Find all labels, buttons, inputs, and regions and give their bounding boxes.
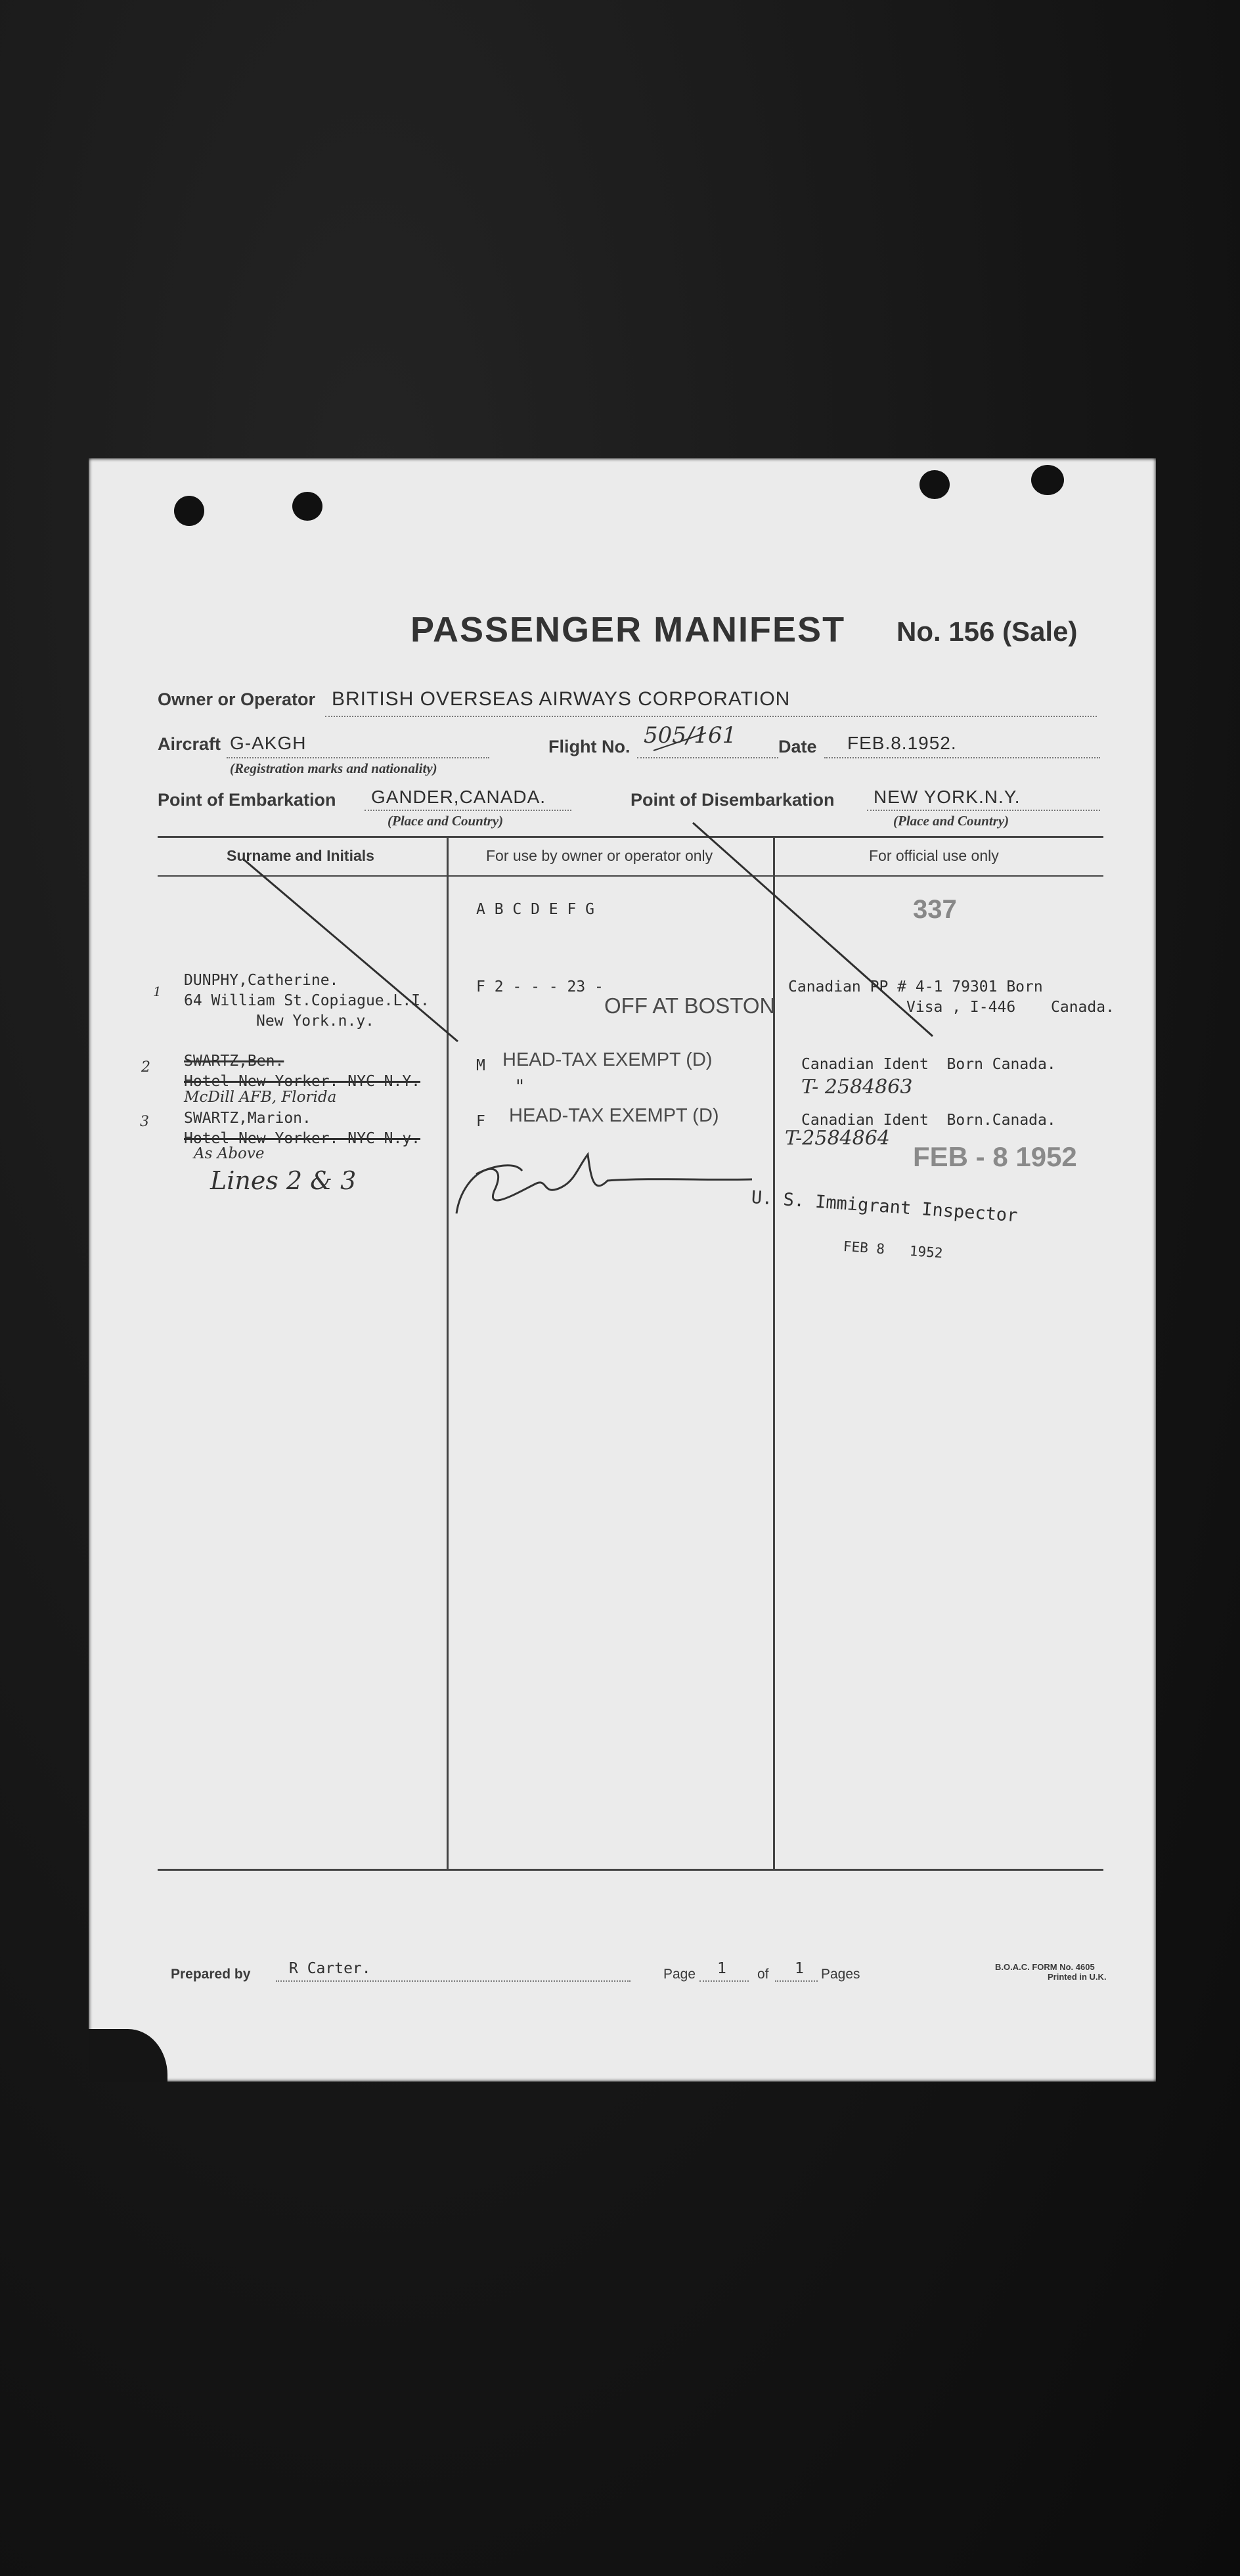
inspector-date-stamp: FEB 8 1952: [843, 1238, 944, 1261]
form-printed-note: Printed in U.K.: [1048, 1972, 1107, 1982]
passenger-codes: F 2 - - - 23 -: [476, 978, 604, 995]
passenger-address-handwritten: As Above: [194, 1145, 265, 1162]
off-at-boston-stamp: OFF AT BOSTON: [604, 993, 776, 1018]
lines-note-handwritten: Lines 2 & 3: [210, 1166, 357, 1195]
inspector-stamp: U. S. Immigrant Inspector: [750, 1187, 1019, 1227]
passenger-address: 64 William St.Copiague.L.I.: [184, 992, 430, 1009]
passenger-name: SWARTZ,Marion.: [184, 1110, 311, 1127]
date-label: Date: [778, 737, 817, 756]
page-value: 1: [717, 1960, 726, 1977]
official-entry: Canadian Ident Born Canada.: [801, 1056, 1056, 1073]
passenger-name: SWARTZ,Ben.: [184, 1053, 284, 1070]
passenger-address: Hotel New Yorker. NYC N.Y.: [184, 1073, 421, 1090]
flight-label: Flight No.: [548, 737, 631, 756]
ditto-mark: ": [516, 1076, 524, 1097]
flight-value: 505/161: [644, 722, 737, 749]
page-underline: [699, 1980, 749, 1982]
passenger-line-number: 1: [153, 984, 162, 999]
handwriting-overlay: [89, 458, 1156, 2082]
official-entry-handwritten: T-2584864: [785, 1127, 890, 1150]
passenger-address: New York.n.y.: [256, 1013, 375, 1030]
page-label: Page: [663, 1967, 696, 1982]
column-header-official-use: For official use only: [869, 847, 999, 864]
passenger-address-handwritten: McDill AFB, Florida: [184, 1089, 337, 1106]
column-header-owner-use: For use by owner or operator only: [486, 847, 713, 864]
passenger-name: DUNPHY,Catherine.: [184, 972, 339, 989]
of-value: 1: [795, 1960, 804, 1977]
aircraft-value: G-AKGH: [230, 733, 307, 753]
prepared-by-value: R Carter.: [289, 1960, 371, 1977]
disembarkation-sublabel: (Place and Country): [893, 813, 1009, 829]
disembarkation-value: NEW YORK.N.Y.: [874, 787, 1021, 807]
embarkation-label: Point of Embarkation: [158, 790, 336, 810]
owner-value: BRITISH OVERSEAS AIRWAYS CORPORATION: [332, 688, 791, 710]
of-underline: [775, 1980, 818, 1982]
date-value: FEB.8.1952.: [847, 733, 957, 753]
prepared-by-label: Prepared by: [171, 1967, 251, 1982]
official-entry-handwritten: T- 2584863: [801, 1076, 913, 1099]
official-number: 337: [913, 895, 957, 924]
official-entry: Visa , I-446: [906, 999, 1016, 1016]
owner-label: Owner or Operator: [158, 689, 316, 709]
manifest-number: No. 156 (Sale): [897, 616, 1078, 647]
diagonal-cancel-line: [243, 859, 458, 1041]
inspector-signature: [476, 1166, 522, 1174]
manifest-title: PASSENGER MANIFEST: [410, 610, 846, 649]
date-stamp: FEB - 8 1952: [913, 1141, 1077, 1172]
manifest-sheet: [89, 458, 1156, 2082]
flight-strike: [653, 733, 706, 751]
passenger-line-number: 3: [140, 1114, 149, 1130]
column-header-surname: Surname and Initials: [227, 847, 374, 864]
inspector-signature: [456, 1154, 752, 1213]
of-label: of: [757, 1967, 769, 1982]
passenger-address: Hotel New Yorker. NYC N.y.: [184, 1130, 421, 1147]
head-tax-stamp: HEAD-TAX EXEMPT (D): [502, 1049, 713, 1070]
embarkation-sublabel: (Place and Country): [388, 813, 504, 829]
pages-label: Pages: [821, 1967, 860, 1982]
official-entry: Canada.: [1051, 999, 1115, 1016]
form-reference: B.O.A.C. FORM No. 4605: [995, 1962, 1095, 1972]
diagonal-cancel-line: [693, 823, 933, 1036]
passenger-codes: F: [476, 1113, 485, 1130]
official-entry: Canadian Ident Born.Canada.: [801, 1112, 1056, 1129]
code-letters: A B C D E F G: [476, 901, 595, 918]
official-entry: Canadian PP # 4-1 79301 Born: [788, 978, 1043, 995]
passenger-line-number: 2: [141, 1059, 150, 1076]
passenger-codes: M: [476, 1057, 485, 1074]
aircraft-sublabel: (Registration marks and nationality): [230, 760, 437, 776]
embarkation-value: GANDER,CANADA.: [371, 787, 546, 807]
aircraft-label: Aircraft: [158, 734, 221, 754]
disembarkation-label: Point of Disembarkation: [631, 790, 835, 810]
prepared-underline: [276, 1980, 631, 1982]
head-tax-stamp: HEAD-TAX EXEMPT (D): [509, 1105, 719, 1126]
